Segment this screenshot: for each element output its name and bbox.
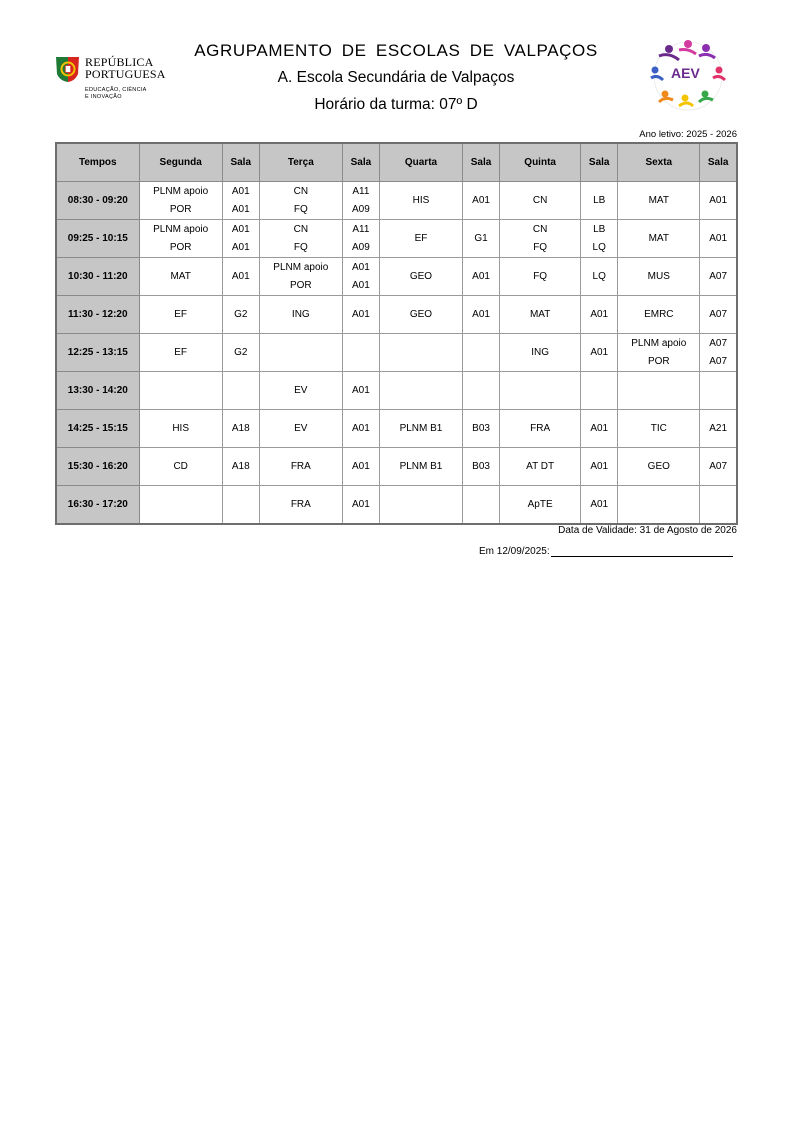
subject-cell: [379, 410, 462, 448]
table-row: [56, 182, 737, 220]
room-cell: [222, 334, 259, 372]
subject-cell: [259, 296, 342, 334]
aev-abbr: AEV: [671, 65, 700, 81]
subject-cell: [379, 372, 462, 410]
room-text: A07: [709, 355, 728, 367]
header-quinta: Quinta: [500, 143, 581, 182]
room-cell: [700, 486, 737, 525]
room-text: A01: [231, 203, 250, 215]
subject-cell: [500, 448, 581, 486]
subject-cell: [139, 448, 222, 486]
class-timetable: [55, 142, 738, 525]
room-text: A01: [352, 422, 370, 434]
subject-cell: [618, 486, 700, 525]
room-cell: [463, 334, 500, 372]
subject-text: FQ: [533, 270, 548, 282]
logo-subline-2: E INOVAÇÃO: [85, 94, 122, 100]
room-text: A01: [709, 194, 728, 206]
subject-cell: [500, 296, 581, 334]
subject-text: POR: [647, 355, 670, 367]
time-slot: 14:25 - 15:15: [56, 410, 139, 448]
page-title: AGRUPAMENTO DE ESCOLAS DE VALPAÇOS: [194, 41, 598, 60]
room-cell: [700, 296, 737, 334]
room-cell: [342, 334, 379, 372]
room-text: A01: [231, 185, 250, 197]
subject-text: EF: [414, 232, 428, 244]
subject-cell: [618, 410, 700, 448]
subject-text: EF: [174, 346, 188, 358]
subject-text: MAT: [529, 308, 551, 320]
subject-cell: [259, 410, 342, 448]
table-row: [56, 258, 737, 296]
room-cell: [342, 220, 379, 258]
subject-cell: [379, 220, 462, 258]
room-cell: [700, 410, 737, 448]
header-sexta: Sexta: [618, 143, 700, 182]
room-text: LB: [593, 194, 606, 206]
room-text: A01: [472, 308, 490, 320]
header-terca: Terça: [259, 143, 342, 182]
table-row: [56, 448, 737, 486]
subject-cell: [500, 220, 581, 258]
room-cell: [342, 448, 379, 486]
subject-cell: [618, 372, 700, 410]
room-text: A01: [231, 241, 250, 253]
subject-cell: [379, 296, 462, 334]
room-text: G1: [474, 232, 488, 244]
logo-subline-1: EDUCAÇÃO, CIÊNCIA: [85, 87, 147, 93]
subject-cell: [259, 182, 342, 220]
room-text: B03: [472, 422, 490, 434]
subject-cell: [259, 486, 342, 525]
room-text: A01: [590, 498, 609, 510]
room-cell: [222, 486, 259, 525]
subject-cell: [500, 372, 581, 410]
room-cell: [222, 372, 259, 410]
room-text: LB: [593, 223, 606, 235]
subject-text: GEO: [409, 308, 433, 320]
subject-text: PLNM apoio: [273, 261, 329, 273]
subject-cell: [139, 296, 222, 334]
room-cell: [222, 258, 259, 296]
subject-cell: [618, 448, 700, 486]
room-text: A01: [352, 384, 370, 396]
room-cell: [463, 448, 500, 486]
room-cell: [463, 372, 500, 410]
room-text: A07: [709, 337, 728, 349]
room-cell: [463, 182, 500, 220]
subject-cell: [618, 258, 700, 296]
subject-cell: [379, 258, 462, 296]
document-header: [180, 40, 612, 116]
room-text: A01: [352, 261, 370, 273]
room-cell: [222, 182, 259, 220]
logo-line-portuguesa: PORTUGUESA: [85, 67, 166, 81]
subject-text: POR: [289, 279, 312, 291]
room-text: A07: [709, 308, 728, 320]
room-text: A07: [709, 460, 728, 472]
subject-cell: [259, 334, 342, 372]
subject-cell: [139, 410, 222, 448]
subject-cell: [139, 220, 222, 258]
room-text: A11: [352, 223, 370, 235]
portuguese-emblem-icon: [54, 54, 80, 86]
subject-cell: [139, 258, 222, 296]
header-sala: Sala: [222, 143, 259, 182]
time-slot: 08:30 - 09:20: [56, 182, 139, 220]
room-cell: [463, 220, 500, 258]
room-text: A01: [590, 460, 609, 472]
room-cell: [581, 182, 618, 220]
room-cell: [222, 410, 259, 448]
room-text: A11: [352, 185, 370, 197]
room-cell: [463, 486, 500, 525]
room-text: A01: [590, 308, 609, 320]
subject-cell: [379, 182, 462, 220]
time-slot: 11:30 - 12:20: [56, 296, 139, 334]
subject-cell: [500, 182, 581, 220]
republica-portuguesa-logo: [54, 54, 174, 106]
room-text: A01: [352, 279, 370, 291]
room-cell: [700, 334, 737, 372]
school-year: Ano letivo: 2025 - 2026: [639, 129, 737, 140]
table-row: [56, 410, 737, 448]
subject-text: GEO: [409, 270, 433, 282]
table-row: [56, 372, 737, 410]
header-segunda: Segunda: [139, 143, 222, 182]
room-text: A07: [709, 270, 728, 282]
room-cell: [700, 258, 737, 296]
room-text: LQ: [592, 270, 606, 282]
signed-date: Em 12/09/2025:: [479, 546, 550, 557]
signature-line: [479, 546, 733, 557]
subject-cell: [500, 258, 581, 296]
subject-cell: [139, 334, 222, 372]
subject-cell: [500, 410, 581, 448]
subject-text: FQ: [533, 241, 548, 253]
signature-field: [551, 546, 733, 557]
header-sala: Sala: [700, 143, 737, 182]
room-cell: [222, 296, 259, 334]
room-text: A01: [590, 422, 609, 434]
room-cell: [342, 296, 379, 334]
subject-text: FRA: [290, 460, 311, 472]
subject-text: EV: [294, 422, 308, 434]
subject-text: FQ: [293, 241, 308, 253]
subject-text: MAT: [648, 194, 669, 206]
subject-text: TIC: [650, 422, 667, 434]
room-cell: [222, 448, 259, 486]
header-tempos: Tempos: [56, 143, 139, 182]
room-text: A01: [709, 232, 728, 244]
room-cell: [463, 410, 500, 448]
room-text: A01: [231, 223, 250, 235]
subject-cell: [259, 372, 342, 410]
subject-cell: [259, 448, 342, 486]
room-cell: [581, 410, 618, 448]
room-cell: [700, 182, 737, 220]
time-slot: 15:30 - 16:20: [56, 448, 139, 486]
subject-text: MAT: [648, 232, 669, 244]
subject-text: FRA: [290, 498, 311, 510]
subject-cell: [259, 258, 342, 296]
room-text: A09: [352, 241, 370, 253]
subject-cell: [500, 486, 581, 525]
table-row: [56, 334, 737, 372]
room-cell: [581, 334, 618, 372]
room-text: A01: [231, 270, 250, 282]
subject-cell: [139, 372, 222, 410]
table-row: [56, 486, 737, 525]
room-text: B03: [472, 460, 490, 472]
subject-text: ING: [531, 346, 550, 358]
room-cell: [581, 258, 618, 296]
room-text: A01: [352, 308, 370, 320]
room-text: A09: [352, 203, 370, 215]
header-quarta: Quarta: [379, 143, 462, 182]
room-cell: [581, 448, 618, 486]
room-cell: [581, 296, 618, 334]
subject-cell: [379, 334, 462, 372]
subject-text: CN: [532, 223, 548, 235]
subject-text: CD: [173, 460, 188, 472]
room-cell: [700, 220, 737, 258]
table-header-row: [56, 143, 737, 182]
subject-text: CN: [532, 194, 548, 206]
subject-text: MAT: [170, 270, 191, 282]
subject-cell: [379, 448, 462, 486]
subject-text: HIS: [172, 422, 189, 434]
room-text: A01: [590, 346, 609, 358]
subject-text: FRA: [530, 422, 551, 434]
room-cell: [342, 372, 379, 410]
subject-text: PLNM apoio: [631, 337, 687, 349]
subject-cell: [618, 296, 700, 334]
table-row: [56, 296, 737, 334]
room-cell: [463, 296, 500, 334]
room-text: G2: [234, 346, 248, 358]
room-text: A01: [472, 270, 490, 282]
subject-cell: [259, 220, 342, 258]
validity-date: Data de Validade: 31 de Agosto de 2026: [558, 525, 737, 536]
room-text: G2: [234, 308, 248, 320]
subject-cell: [618, 182, 700, 220]
logo-line-republica: REPÚBLICA: [85, 55, 154, 69]
room-text: A18: [231, 460, 250, 472]
subject-cell: [618, 220, 700, 258]
room-cell: [463, 258, 500, 296]
room-cell: [342, 410, 379, 448]
time-slot: 10:30 - 11:20: [56, 258, 139, 296]
subject-text: PLNM B1: [399, 460, 443, 472]
subject-text: POR: [169, 203, 192, 215]
aev-logo: [643, 38, 733, 114]
room-text: A21: [709, 422, 728, 434]
subject-text: HIS: [412, 194, 430, 206]
time-slot: 13:30 - 14:20: [56, 372, 139, 410]
header-sala: Sala: [581, 143, 618, 182]
room-text: A01: [352, 498, 370, 510]
school-name: A. Escola Secundária de Valpaços: [277, 69, 515, 86]
subject-text: EV: [294, 384, 308, 396]
header-sala: Sala: [342, 143, 379, 182]
class-label: Horário da turma: 07º D: [314, 96, 478, 113]
room-cell: [581, 486, 618, 525]
table-row: [56, 220, 737, 258]
room-text: A01: [352, 460, 370, 472]
subject-text: POR: [169, 241, 192, 253]
room-cell: [700, 448, 737, 486]
subject-text: GEO: [647, 460, 670, 472]
subject-text: ING: [291, 308, 310, 320]
room-cell: [581, 372, 618, 410]
room-cell: [342, 486, 379, 525]
subject-text: PLNM B1: [399, 422, 443, 434]
room-cell: [342, 258, 379, 296]
subject-text: MUS: [647, 270, 670, 282]
room-text: A18: [231, 422, 250, 434]
time-slot: 09:25 - 10:15: [56, 220, 139, 258]
room-cell: [581, 220, 618, 258]
subject-cell: [500, 334, 581, 372]
subject-text: PLNM apoio: [153, 185, 209, 197]
time-slot: 12:25 - 13:15: [56, 334, 139, 372]
subject-cell: [379, 486, 462, 525]
time-slot: 16:30 - 17:20: [56, 486, 139, 525]
room-text: A01: [472, 194, 490, 206]
subject-cell: [618, 334, 700, 372]
subject-text: AT DT: [526, 460, 555, 472]
subject-text: EMRC: [644, 308, 674, 320]
subject-text: EF: [174, 308, 188, 320]
subject-cell: [139, 486, 222, 525]
room-cell: [342, 182, 379, 220]
subject-text: PLNM apoio: [153, 223, 209, 235]
timetable-body: [56, 182, 737, 525]
subject-text: ApTE: [527, 498, 553, 510]
subject-text: FQ: [293, 203, 308, 215]
room-cell: [700, 372, 737, 410]
subject-text: CN: [293, 223, 309, 235]
room-text: LQ: [592, 241, 606, 253]
header-sala: Sala: [463, 143, 500, 182]
subject-text: CN: [293, 185, 309, 197]
subject-cell: [139, 182, 222, 220]
room-cell: [222, 220, 259, 258]
